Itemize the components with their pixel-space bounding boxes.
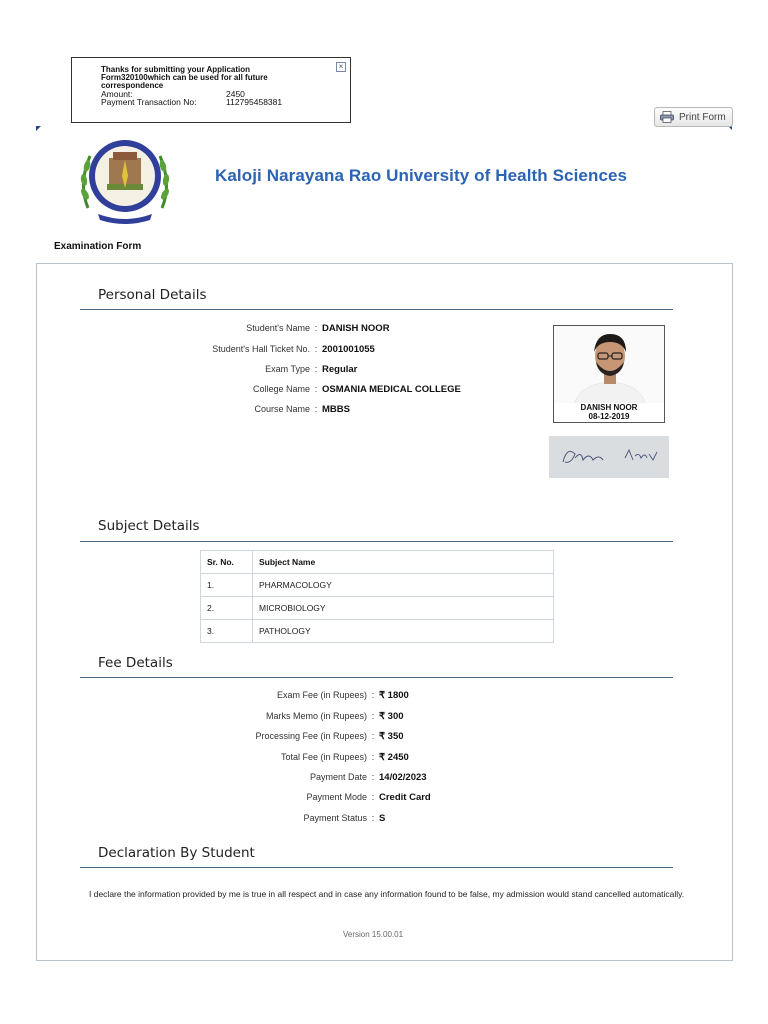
fee-details-heading: Fee Details (98, 655, 173, 671)
cell-sr-no: 2. (201, 597, 253, 620)
field-colon: : (371, 813, 375, 823)
fee-details-rule (80, 677, 673, 678)
field-colon: : (371, 752, 375, 762)
field-course-name (170, 404, 350, 415)
print-form-button[interactable] (654, 107, 733, 127)
notice-txn-label: Payment Transaction No: (101, 97, 197, 107)
table-row (201, 597, 554, 620)
table-header-row (201, 551, 554, 574)
subject-details-heading: Subject Details (98, 518, 200, 534)
declaration-text: I declare the information provided by me is true in all respect and in case any information found to be false, my admission would stand cancelled automatically. (89, 889, 685, 899)
signature-scrawl (549, 436, 669, 478)
photo-caption (554, 403, 664, 422)
fee-exam-fee (200, 690, 409, 701)
notice-line-3: correspondence (101, 81, 164, 90)
declaration-heading: Declaration By Student (98, 845, 255, 861)
student-signature (549, 436, 669, 478)
notice-line-1: Thanks for submitting your Application (101, 65, 251, 74)
field-colon: : (314, 384, 318, 394)
field-label: Payment Mode (306, 792, 367, 802)
field-label: College Name (252, 384, 310, 394)
field-colon: : (314, 323, 318, 333)
student-photo (553, 325, 665, 423)
notice-amount-value: 2450 (226, 89, 245, 99)
version-label: Version 15.00.01 (343, 930, 404, 939)
notice-amount-label: Amount: (101, 89, 133, 99)
fee-total-fee (200, 752, 409, 763)
cell-subject-name: PATHOLOGY (253, 620, 554, 643)
field-label: Marks Memo (in Rupees) (265, 711, 367, 721)
field-value: 14/02/2023 (379, 772, 427, 783)
close-icon[interactable]: × (336, 62, 346, 72)
cell-subject-name: MICROBIOLOGY (253, 597, 554, 620)
declaration-rule (80, 867, 673, 868)
field-label: Exam Fee (in Rupees) (276, 690, 367, 700)
fee-marks-memo (200, 711, 404, 722)
cell-sr-no: 3. (201, 620, 253, 643)
table-row (201, 620, 554, 643)
field-label: Payment Date (309, 772, 367, 782)
photo-caption-name: DANISH NOOR (580, 403, 638, 412)
column-header-sr-no: Sr. No. (201, 551, 253, 574)
field-value: ₹ 2450 (379, 752, 409, 763)
field-label: Payment Status (303, 813, 367, 823)
university-logo (76, 134, 174, 226)
field-label: Student's Hall Ticket No. (212, 344, 310, 354)
university-title: Kaloji Narayana Rao University of Health Sciences (215, 166, 628, 185)
printer-icon (660, 111, 674, 123)
field-value: OSMANIA MEDICAL COLLEGE (322, 384, 461, 395)
photo-caption-date: 08-12-2019 (588, 412, 630, 421)
submission-notice (71, 57, 351, 123)
field-colon: : (314, 404, 318, 414)
field-hall-ticket (170, 344, 375, 355)
field-colon: : (371, 792, 375, 802)
personal-details-rule (80, 309, 673, 310)
field-value: DANISH NOOR (322, 323, 390, 334)
field-value: Regular (322, 364, 358, 375)
field-label: Course Name (254, 404, 310, 414)
field-value: 2001001055 (322, 344, 375, 355)
fee-payment-status (200, 813, 385, 824)
fee-processing-fee (200, 731, 404, 742)
column-header-subject-name: Subject Name (253, 551, 554, 574)
field-label: Total Fee (in Rupees) (280, 752, 367, 762)
student-portrait (554, 326, 665, 406)
field-value: S (379, 813, 386, 824)
field-value: ₹ 350 (379, 731, 404, 742)
subject-details-rule (80, 541, 673, 542)
field-value: ₹ 300 (379, 711, 404, 722)
cell-sr-no: 1. (201, 574, 253, 597)
notice-txn-value: 112795458381 (226, 97, 283, 107)
personal-details-heading: Personal Details (98, 287, 207, 303)
field-college-name (170, 384, 461, 395)
page-title: Examination Form (54, 241, 142, 252)
notice-line-2: Form320100which can be used for all future (101, 73, 268, 82)
field-student-name (170, 323, 390, 334)
field-colon: : (371, 690, 375, 700)
field-colon: : (371, 772, 375, 782)
subject-table (200, 550, 554, 643)
field-colon: : (371, 711, 375, 721)
field-value: ₹ 1800 (379, 690, 409, 701)
field-colon: : (314, 364, 318, 374)
field-label: Student's Name (246, 323, 310, 333)
table-row (201, 574, 554, 597)
field-value: MBBS (322, 404, 350, 415)
cell-subject-name: PHARMACOLOGY (253, 574, 554, 597)
fee-payment-mode (200, 792, 431, 803)
corner-marker-left (36, 126, 41, 131)
field-colon: : (371, 731, 375, 741)
field-label: Exam Type (265, 364, 310, 374)
fee-payment-date (200, 772, 427, 783)
field-colon: : (314, 344, 318, 354)
field-value: Credit Card (379, 792, 431, 803)
field-label: Processing Fee (in Rupees) (255, 731, 367, 741)
print-form-label: Print Form (679, 111, 726, 123)
notice-transaction (101, 98, 340, 106)
field-exam-type (170, 364, 357, 375)
